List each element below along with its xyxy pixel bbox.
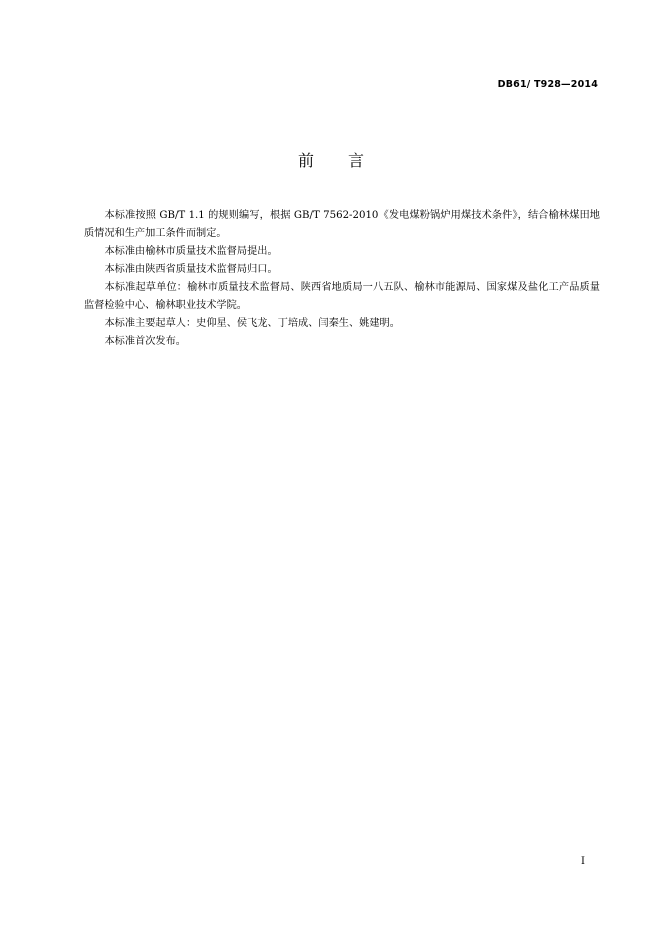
paragraph-proposer: 本标准由榆林市质量技术监督局提出。 <box>104 246 278 257</box>
paragraph-basis: 本标准按照 GB/T 1.1 的规则编写，根据 GB/T 7562-2010《发电煤粉锅炉用煤技术条件》，结合榆林煤田地质情况和生产加工条件而制定。 <box>84 210 600 239</box>
paragraph-drafting-units: 本标准起草单位：榆林市质量技术监督局、陕西省地质局一八五队、榆林市能源局、国家煤及盐化工产品质量监督检验中心、榆林职业技术学院。 <box>84 282 600 311</box>
standard-code: DB61/ T928—2014 <box>497 79 598 90</box>
paragraph-drafters: 本标准主要起草人：史仰星、侯飞龙、丁培成、闫秦生、姚建明。 <box>104 318 400 329</box>
paragraph-first-release: 本标准首次发布。 <box>104 336 186 347</box>
foreword-body <box>84 207 600 351</box>
paragraph-administrator: 本标准由陕西省质量技术监督局归口。 <box>104 264 278 275</box>
page-title: 前言 <box>297 151 398 170</box>
page-number: I <box>581 856 585 867</box>
